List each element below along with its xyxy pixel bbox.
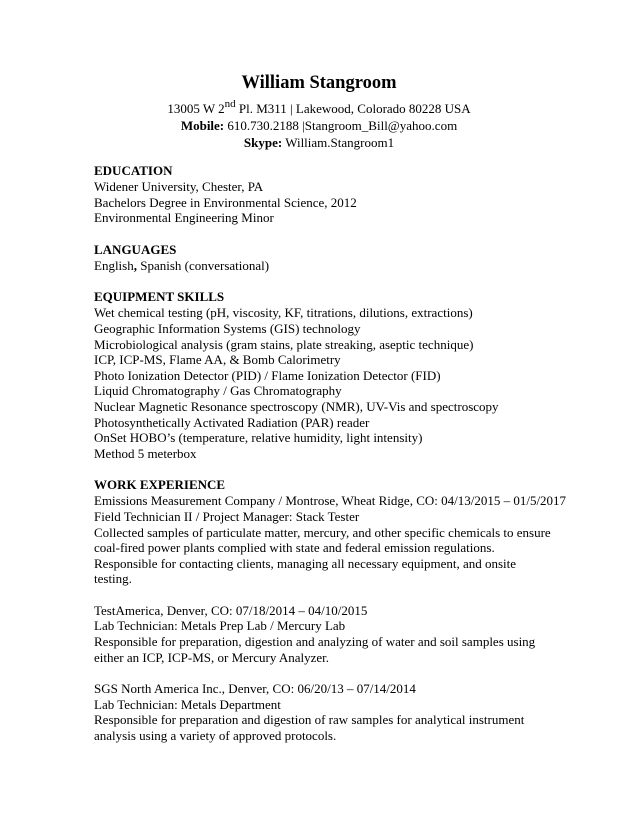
skill-item: Microbiological analysis (gram stains, plate streaking, aseptic technique) xyxy=(94,336,474,352)
section-title: WORK EXPERIENCE xyxy=(94,477,226,493)
section-title: LANGUAGES xyxy=(94,241,177,257)
job-role: Lab Technician: Metals Prep Lab / Mercury Lab xyxy=(94,618,346,634)
job-role: Lab Technician: Metals Department xyxy=(94,696,281,712)
skill-item: ICP, ICP-MS, Flame AA, & Bomb Calorimetry xyxy=(94,352,341,368)
skype-line xyxy=(0,134,638,151)
skill-item: Wet chemical testing (pH, viscosity, KF, titrations, dilutions, extractions) xyxy=(94,305,473,321)
address-line xyxy=(0,97,638,117)
equipment-section xyxy=(94,289,554,461)
education-line: Widener University, Chester, PA xyxy=(94,179,264,194)
job-company: Emissions Measurement Company / Montrose, Wheat Ridge, CO: 04/13/2015 – 01/5/2017 xyxy=(94,493,567,509)
language-separator: , xyxy=(133,257,137,273)
languages-section xyxy=(94,242,554,274)
skype-value: William.Stangroom1 xyxy=(282,135,395,150)
language-primary: English xyxy=(94,257,134,273)
address-city: Pl. M311 | Lakewood, Colorado 80228 USA xyxy=(235,101,471,116)
job-entry xyxy=(94,681,554,743)
job-role: Field Technician II / Project Manager: Stack Tester xyxy=(94,508,360,524)
skill-item: Nuclear Magnetic Resonance spectroscopy (NMR), UV-Vis and spectroscopy xyxy=(94,398,499,414)
work-section xyxy=(94,477,567,744)
mobile-line xyxy=(0,117,638,134)
job-description: Responsible for preparation and digestion of raw samples for analytical instrument analysis using a variety of approved protocols. xyxy=(94,712,525,744)
job-description: Responsible for preparation, digestion and analyzing of water and soil samples using either an ICP, ICP-MS, or Mercury Analyzer. xyxy=(94,634,536,665)
language-secondary: Spanish (conversational) xyxy=(136,257,270,273)
skill-item: Liquid Chromatography / Gas Chromatography xyxy=(94,383,342,399)
education-line: Bachelors Degree in Environmental Science, 2012 xyxy=(94,194,357,210)
education-section xyxy=(94,163,554,226)
job-company: TestAmerica, Denver, CO: 07/18/2014 – 04/10/2015 xyxy=(94,602,368,618)
languages-line xyxy=(94,258,554,274)
address-ordinal: nd xyxy=(224,97,236,110)
skill-item: OnSet HOBO’s (temperature, relative humidity, light intensity) xyxy=(94,430,423,446)
candidate-name: William Stangroom xyxy=(241,73,397,93)
job-company: SGS North America Inc., Denver, CO: 06/20/13 – 07/14/2014 xyxy=(94,681,416,697)
job-entry xyxy=(94,603,554,665)
skill-item: Method 5 meterbox xyxy=(94,445,197,461)
section-title: EQUIPMENT SKILLS xyxy=(94,289,225,305)
resume-header xyxy=(0,72,638,151)
section-title: EDUCATION xyxy=(94,163,173,178)
job-description: Collected samples of particulate matter, mercury, and other specific chemicals to ensure coal-fired power plants complied with state and federal emission regulations. Responsible for contacting clients, managing all necessary equipment, and onsite testing. xyxy=(94,524,551,587)
skill-item: Photo Ionization Detector (PID) / Flame Ionization Detector (FID) xyxy=(94,367,441,383)
skill-item: Photosynthetically Activated Radiation (PAR) reader xyxy=(94,414,370,430)
mobile-label: Mobile: xyxy=(180,118,225,133)
education-line: Environmental Engineering Minor xyxy=(94,210,274,226)
mobile-value: 610.730.2188 |Stangroom_Bill@yahoo.com xyxy=(224,118,458,133)
job-entry xyxy=(94,493,567,587)
resume-body xyxy=(94,163,567,760)
skill-item: Geographic Information Systems (GIS) technology xyxy=(94,320,361,336)
skype-label: Skype: xyxy=(243,135,283,150)
address-street: 13005 W 2 xyxy=(167,101,225,116)
